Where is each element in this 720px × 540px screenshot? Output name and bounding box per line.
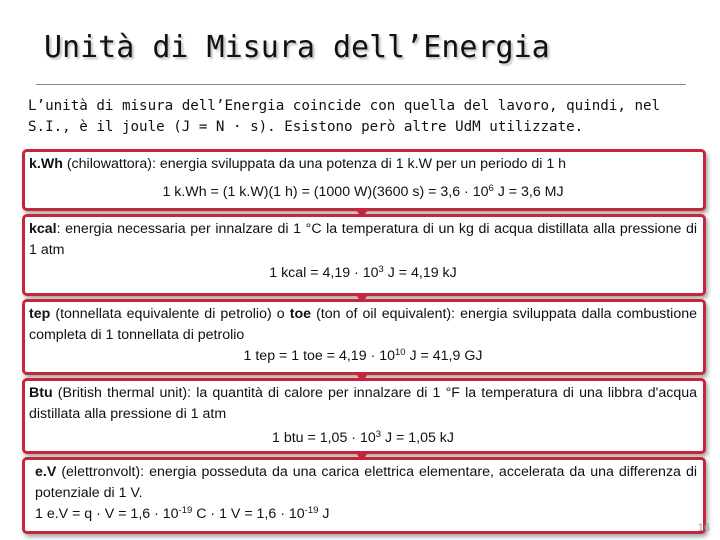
unit-definition (29, 304, 697, 346)
unit-box-btu (22, 378, 706, 454)
unit-formula: 1 btu = $1,05 \cdot 10^3$ J = 1,05 kJ (272, 429, 454, 446)
unit-term: Btu (29, 385, 53, 401)
unit-term: kcal (29, 221, 57, 237)
unit-description: : energia necessaria per innalzare di 1 °C la temperatura di un kg di acqua distillata alla pressione di 1 atm (29, 221, 697, 258)
unit-term: k.Wh (29, 156, 63, 172)
unit-box-tep (22, 299, 706, 375)
unit-formula: 1 tep = 1 toe = $4,19 \cdot 10^{10}$ J = 41,9 GJ (243, 347, 483, 364)
unit-term-alt: toe (289, 306, 311, 322)
unit-description: (British thermal unit): la quantità di calore per innalzare di 1 °F la temperatura di una libbra d'acqua distillata alla pressione di 1 atm (29, 385, 697, 422)
unit-definition (29, 154, 697, 175)
unit-formula: 1 $e.V = q \cdot V = 1,6 \cdot 10^{-19}$ C · 1 $V = 1,6 \cdot 10^{-19}$ J (35, 505, 330, 522)
intro-paragraph: L’unità di misura dell’Energia coincide con quella del lavoro, quindi, nel S.I., è il joule (J = N · s). Esistono però altre UdM utilizzate. (28, 98, 661, 135)
page-number: 16 (697, 522, 710, 534)
unit-term: tep (29, 306, 51, 322)
title-divider (36, 84, 686, 85)
unit-term: e.V (35, 464, 57, 480)
unit-box-ev (22, 457, 706, 534)
unit-formula: 1 k.Wh = (1 k.W)(1 h) = (1000 W)(3600 $s) = 3,6 \cdot 10^6$ J = 3,6 MJ (162, 183, 564, 200)
unit-description: (elettronvolt): energia posseduta da una carica elettrica elementare, accelerata da una differenza di potenziale di 1 V. (35, 464, 697, 501)
unit-definition (29, 219, 697, 261)
slide-title: Unità di Misura dell’Energia (44, 30, 550, 65)
unit-definition (35, 462, 697, 504)
unit-description: (chilowattora): energia sviluppata da una potenza di 1 k.W per un periodo di 1 h (62, 156, 567, 172)
unit-box-kcal (22, 214, 706, 296)
unit-description-cont: (ton of oil equivalent): energia sviluppata dalla combustione completa di 1 tonnellata di petrolio (29, 306, 697, 343)
unit-box-kwh (22, 149, 706, 211)
unit-formula: 1 kcal = $4,19 \cdot 10^3$ J = 4,19 kJ (269, 264, 457, 281)
unit-definition (29, 383, 697, 425)
unit-description: (tonnellata equivalente di petrolio) o (50, 306, 290, 322)
